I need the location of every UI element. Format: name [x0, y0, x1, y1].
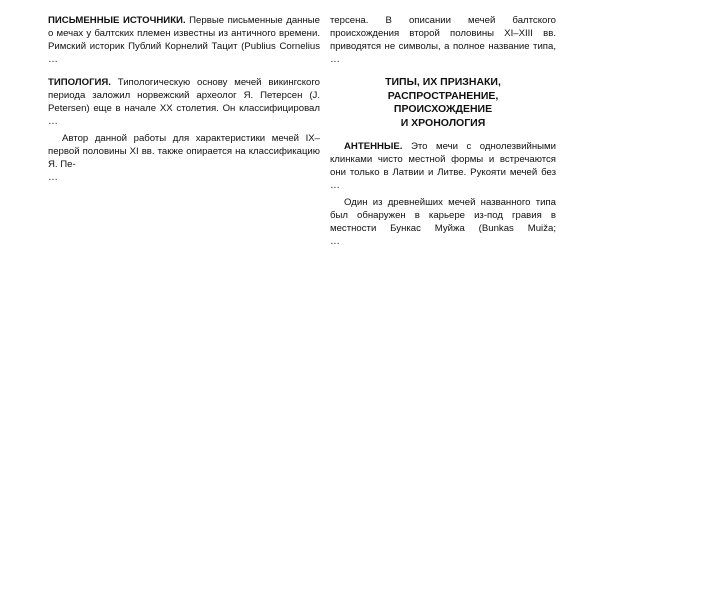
continuation-mark: …	[330, 54, 340, 65]
right-column	[330, 14, 556, 252]
paragraph-text: Типологическую основу мечей викингского периода заложил норвежский археолог Я. Петерсен (J. Petersen) еще в начале XX столетия. Он классифицировал	[48, 77, 320, 114]
continuation-mark: …	[330, 180, 340, 191]
paragraph-oldest-sword: Один из древнейших мечей названного типа был обнаружен в карьере из-под гравия в местности Бункас Муйжа (Bunkas Muiža;	[330, 197, 556, 234]
continuation-mark: …	[48, 172, 58, 183]
paragraph-text: Это мечи с однолезвийными клинками чисто местной формы и встречаются они только в Латвии и Литве. Рукояти мечей без	[330, 141, 556, 178]
left-column	[48, 14, 320, 188]
run-in-heading-typology: ТИПОЛОГИЯ.	[48, 77, 111, 88]
continuation-mark: …	[48, 116, 58, 127]
paragraph-text: Первые письменные данные о мечах у балтских племен известны из античного времени. Римский историк Публий Корнелий Тацит (Publius Cornelius	[48, 15, 320, 52]
paragraph-author-note: Автор данной работы для характеристики мечей IX–первой половины XI вв. также опирается на классификацию Я. Пе-	[48, 133, 320, 170]
section-heading	[330, 76, 556, 130]
section-heading-line: ПРОИСХОЖДЕНИЕ	[393, 103, 493, 115]
section-heading-line: ТИПЫ, ИХ ПРИЗНАКИ,	[385, 76, 501, 88]
section-heading-line: РАСПРОСТРАНЕНИЕ,	[387, 89, 499, 102]
paragraph-written-sources	[48, 14, 320, 53]
paragraph-antennae	[330, 140, 556, 179]
continuation-mark: …	[48, 54, 58, 65]
run-in-heading-written-sources: ПИСЬМЕННЫЕ ИСТОЧНИКИ.	[48, 15, 186, 26]
paragraph-continuation: терсена. В описании мечей балтского происхождения второй половины XI–XIII вв. приводятся не символы, а полное название типа,	[330, 15, 556, 52]
section-heading-line: И ХРОНОЛОГИЯ	[400, 116, 486, 129]
run-in-heading-antennae: АНТЕННЫЕ.	[344, 141, 403, 152]
paragraph-typology	[48, 76, 320, 115]
continuation-mark: …	[330, 236, 340, 247]
